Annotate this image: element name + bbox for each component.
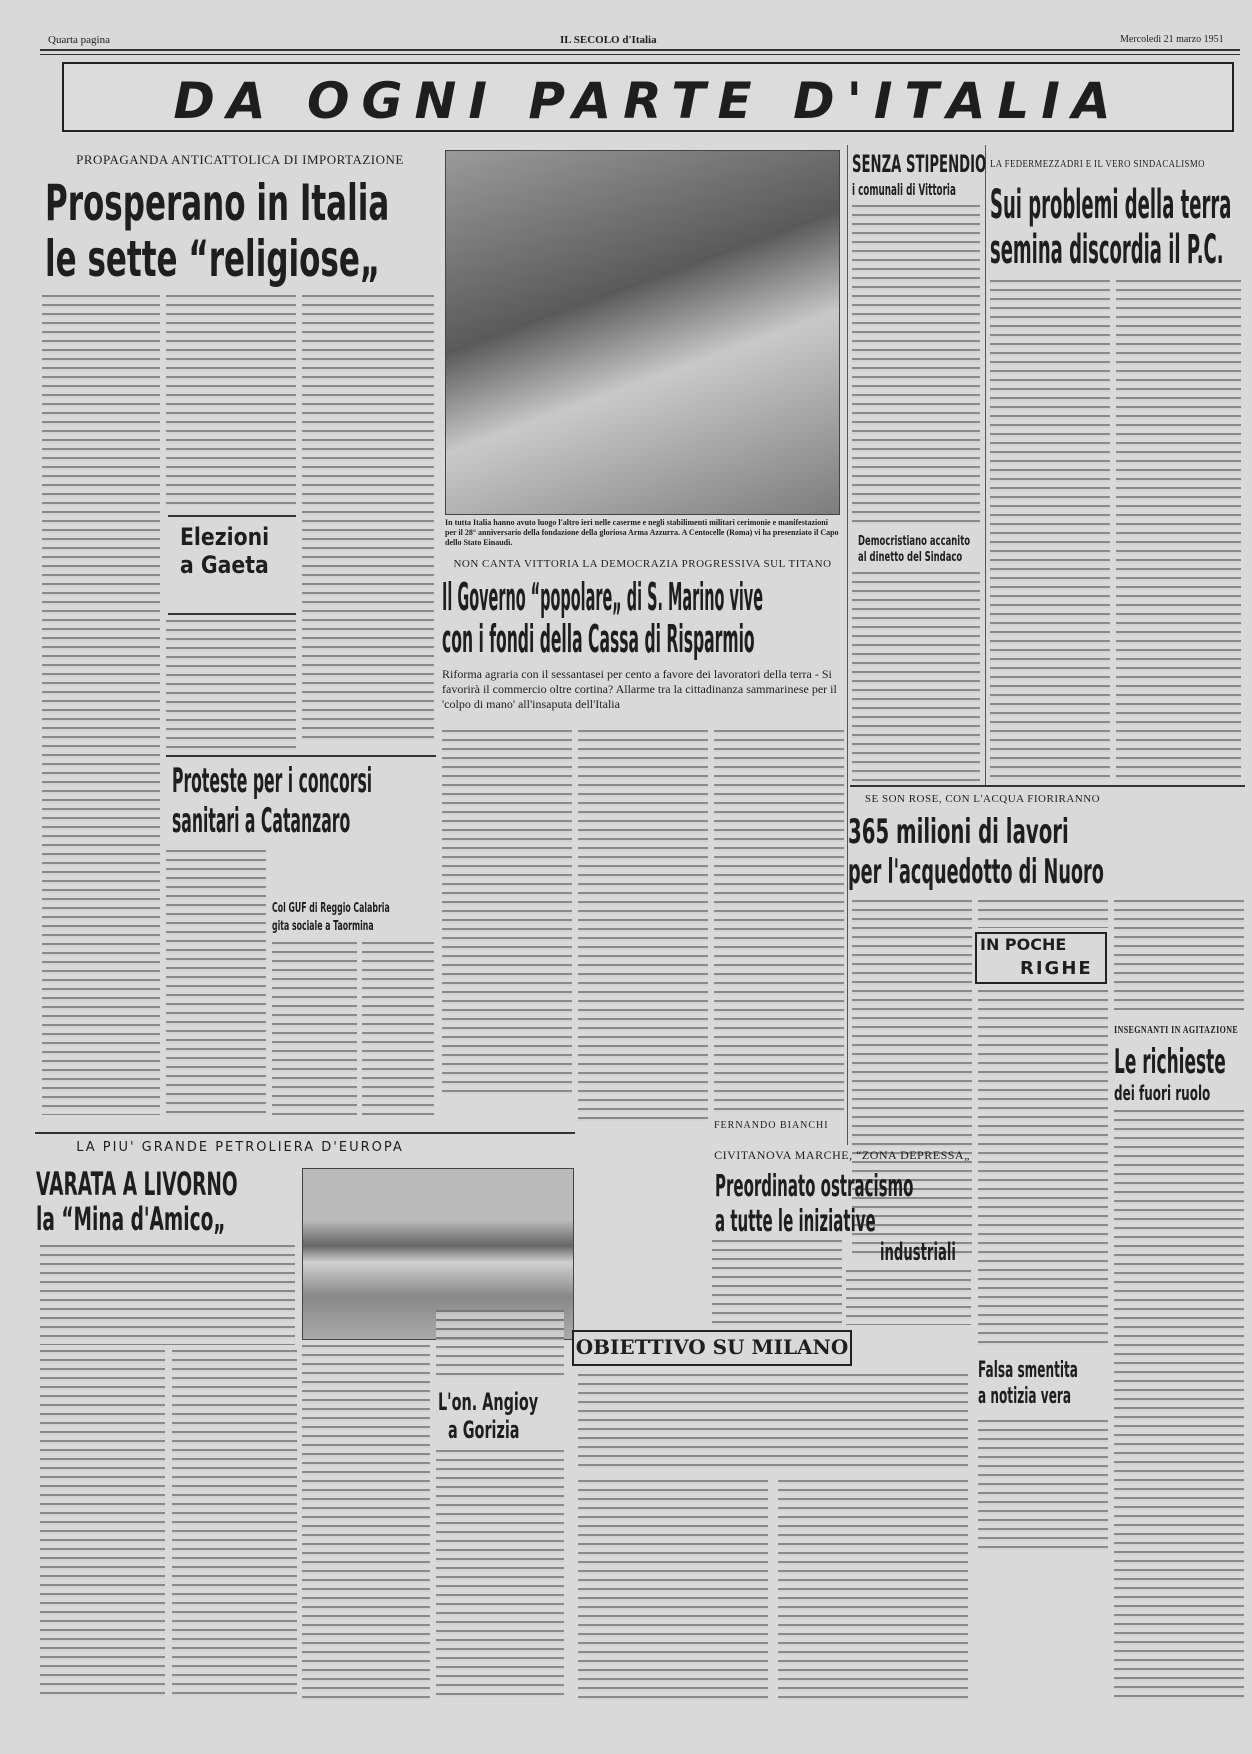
headline-civitanova-3: industriali	[880, 1238, 956, 1266]
headline-smentita-1: Falsa smentita	[978, 1358, 1078, 1383]
headline-taormina-1: Col GUF di Reggio Calabria	[272, 901, 390, 916]
header-rule	[40, 49, 1240, 51]
headline-insegnanti-2: dei fuori ruolo	[1114, 1081, 1211, 1105]
body-text	[978, 900, 1108, 928]
headline-terra-1: Sui problemi della terra	[990, 182, 1232, 228]
headline-insegnanti-1: Le richieste	[1114, 1042, 1226, 1082]
subheadline-sanmarino: Riforma agraria con il sessantasei per cento a favore dei lavoratori della terra - Si favorirà il commercio oltre cortina? Allarme tra la cittadinanza sammarinese per il 'colpo di mano' all'insaputa dell'Italia	[442, 667, 837, 711]
body-text	[846, 1270, 971, 1325]
body-text	[852, 572, 980, 782]
headline-civitanova-1: Preordinato ostracismo	[715, 1169, 914, 1204]
headline-taormina-2: gita sociale a Taormina	[272, 919, 374, 934]
column-rule	[985, 145, 986, 785]
body-text	[172, 1350, 297, 1700]
headline-sanmarino-2: con i fondi della Cassa di Risparmio	[442, 617, 755, 661]
body-text	[978, 990, 1108, 1350]
body-text	[42, 295, 160, 1115]
body-text	[1114, 1110, 1244, 1700]
divider	[850, 785, 1245, 787]
page-number: Quarta pagina	[48, 34, 110, 46]
byline: FERNANDO BIANCHI	[714, 1120, 829, 1131]
body-text	[714, 730, 844, 1115]
headline-milano: OBIETTIVO SU MILANO	[575, 1335, 849, 1359]
body-text	[302, 1345, 430, 1700]
headline-gaeta-2: a Gaeta	[180, 551, 269, 579]
in-poche-label: IN POCHE	[980, 935, 1067, 954]
headline-catanzaro-2: sanitari a Catanzaro	[172, 801, 351, 841]
headline-sindaco-2: al dinetto del Sindaco	[858, 550, 963, 565]
body-text	[578, 1374, 968, 1472]
kicker-nuoro: SE SON ROSE, CON L'ACQUA FIORIRANNO	[864, 793, 1101, 805]
kicker-sette: PROPAGANDA ANTICATTOLICA DI IMPORTAZIONE	[76, 152, 404, 167]
body-text	[990, 280, 1110, 780]
issue-date: Mercoledì 21 marzo 1951	[1120, 34, 1224, 45]
headline-catanzaro-1: Proteste per i concorsi	[172, 761, 373, 801]
divider	[166, 755, 436, 757]
kicker-insegnanti: INSEGNANTI IN AGITAZIONE	[1114, 1025, 1239, 1036]
body-text	[852, 205, 980, 525]
body-text	[1116, 280, 1241, 780]
body-text	[436, 1450, 564, 1700]
headline-angioy-2: a Gorizia	[448, 1416, 520, 1444]
divider	[35, 1132, 575, 1134]
column-rule	[847, 145, 848, 1145]
body-text	[578, 730, 708, 1125]
body-text	[166, 850, 266, 1115]
headline-smentita-2: a notizia vera	[978, 1384, 1072, 1409]
headline-petroliera-1: VARATA A LIVORNO	[36, 1165, 238, 1203]
headline-gaeta-1: Elezioni	[180, 523, 270, 551]
body-text	[302, 295, 434, 745]
body-text	[712, 1240, 842, 1325]
headline-sette-1: Prosperano in Italia	[45, 174, 390, 232]
headline-nuoro-2: per l'acquedotto di Nuoro	[848, 852, 1104, 892]
kicker-civitanova: CIVITANOVA MARCHE, “ZONA DEPRESSA„	[714, 1148, 970, 1162]
paper-name: IL SECOLO d'Italia	[560, 34, 657, 46]
body-text	[978, 1420, 1108, 1550]
headline-terra-2: semina discordia il P.C.	[990, 227, 1224, 273]
section-title: DA OGNI PARTE D'ITALIA	[173, 72, 1123, 130]
photo-caption: In tutta Italia hanno avuto luogo l'altro ieri nelle caserme e negli stabilimenti militari cerimonie e manifestazioni per il 28° anniversario della fondazione della gloriosa Arma Azzurra. A Centocelle (Roma) vi ha presenziato il Capo dello Stato Einaudi.	[445, 518, 839, 547]
header-rule-2	[40, 54, 1240, 55]
photo-airforce-ceremony	[445, 150, 840, 515]
body-text	[436, 1310, 564, 1380]
body-text	[166, 620, 296, 750]
headline-sette-2: le sette “religiose„	[45, 230, 381, 288]
righe-label: RIGHE	[1020, 958, 1093, 979]
kicker-sanmarino: NON CANTA VITTORIA LA DEMOCRAZIA PROGRESSIVA SUL TITANO	[453, 558, 832, 570]
body-text	[166, 295, 296, 510]
body-text	[578, 1480, 768, 1700]
headline-angioy-1: L'on. Angioy	[438, 1388, 539, 1416]
headline-sindaco-1: Democristiano accanito	[858, 534, 971, 549]
body-text	[1114, 900, 1244, 1010]
headline-nuoro-1: 365 milioni di lavori	[848, 812, 1069, 852]
body-text	[40, 1350, 165, 1700]
body-text	[778, 1480, 968, 1700]
headline-civitanova-2: a tutte le iniziative	[715, 1204, 876, 1239]
body-text	[442, 730, 572, 1095]
headline-vittoria-2: i comunali di Vittoria	[852, 180, 956, 199]
headline-petroliera-2: la “Mina d'Amico„	[36, 1200, 226, 1238]
body-text	[362, 942, 434, 1115]
kicker-terra: LA FEDERMEZZADRI E IL VERO SINDACALISMO	[990, 158, 1205, 170]
kicker-petroliera: LA PIU' GRANDE PETROLIERA D'EUROPA	[76, 1140, 404, 1155]
headline-vittoria-1: SENZA STIPENDIO	[852, 150, 987, 178]
headline-sanmarino-1: Il Governo “popolare„ di S. Marino vive	[442, 575, 764, 619]
body-text	[272, 942, 357, 1115]
body-text	[40, 1245, 295, 1345]
